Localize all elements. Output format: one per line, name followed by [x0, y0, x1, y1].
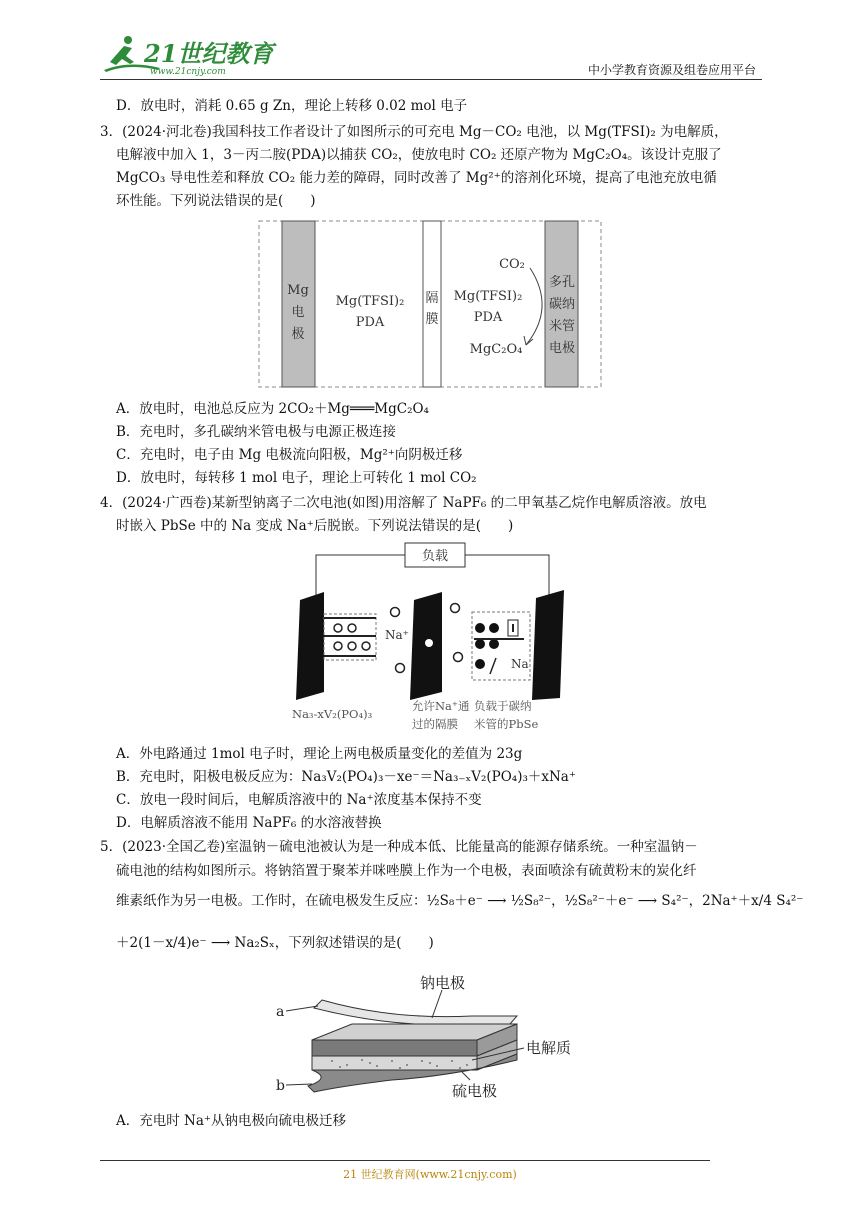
q5-stem-1: 5．(2023·全国乙卷)室温钠－硫电池被认为是一种成本低、比能量高的能源存储系统。一种室温钠－: [100, 839, 698, 855]
cnt-label-3: 米管: [548, 319, 576, 334]
sodium-sulfur-battery-figure: [272, 968, 592, 1102]
cathode-electrode: [296, 592, 324, 700]
platform-name: 中小学教育资源及组卷应用平台: [587, 63, 756, 77]
q4-option-c: C．放电一段时间后，电解质溶液中的 Na⁺浓度基本保持不变: [116, 792, 482, 808]
q4-option-d: D．电解质溶液不能用 NaPF₆ 的水溶液替换: [116, 815, 382, 831]
co2-label: CO₂: [499, 257, 525, 272]
mgc2o4-label: MgC₂O₄: [469, 342, 523, 357]
pda-left: PDA: [355, 315, 385, 330]
separator: [410, 592, 442, 700]
mg-co2-battery-figure: [258, 220, 603, 394]
q5-stem-3: 维素纸作为另一电极。工作时，在硫电极发生反应：½S₈＋e⁻ ⟶ ½S₈²⁻，½S₈²⁻＋e⁻ ⟶ S₄²⁻，2Na⁺＋x/4 S₄²⁻: [116, 893, 804, 909]
na-label: Na: [511, 657, 529, 671]
terminal-b: b: [276, 1078, 285, 1094]
q5-stem-4: ＋2(1－x/4)e⁻ ⟶ Na₂Sₓ，下列叙述错误的是( ): [116, 935, 434, 951]
q2-option-d: D．放电时，消耗 0.65 g Zn，理论上转移 0.02 mol 电子: [116, 98, 468, 114]
q3-stem-4: 环性能。下列说法错误的是( ): [116, 193, 316, 209]
q4-option-a: A．外电路通过 1mol 电子时，理论上两电极质量变化的差值为 23g: [116, 746, 523, 762]
load-label: 负载: [421, 549, 449, 564]
lead-b: [286, 1084, 312, 1085]
membrane-label-1: 允许Na⁺通: [412, 699, 470, 713]
anode-label-1: 负载于碳纳: [474, 699, 532, 713]
cathode-label: Na₃-xV₂(PO₄)₃: [292, 707, 373, 721]
lead-a: [286, 1006, 318, 1011]
reduction-arrow: [526, 268, 542, 345]
sulfur-electrode-label: 硫电极: [452, 1082, 498, 1100]
mg-electrode-label-2: 电: [291, 305, 305, 320]
membrane-label-2: 膜: [425, 312, 439, 327]
cnt-label-1: 多孔: [548, 275, 576, 290]
electrolyte-label: 电解质: [526, 1039, 572, 1057]
membrane-label-1: 隔: [425, 291, 439, 306]
electrolyte-left: Mg(TFSI)₂: [335, 294, 405, 309]
footer-text: 21 世纪教育网(www.21cnjy.com): [343, 1168, 517, 1181]
q4-stem-1: 4．(2024·广西卷)某新型钠离子二次电池(如图)用溶解了 NaPF₆ 的二甲氧基乙烷作电解质溶液。放电: [100, 495, 707, 511]
pda-right: PDA: [473, 310, 503, 325]
anode-electrode: [532, 590, 564, 700]
anode-label-2: 米管的PbSe: [474, 717, 539, 731]
logo-url: www.21cnjy.com: [150, 67, 226, 77]
na-plus-label: Na⁺: [385, 628, 409, 642]
q3-stem-1: 3．(2024·河北卷)我国科技工作者设计了如图所示的可充电 Mg－CO₂ 电池，以 Mg(TFSI)₂ 为电解质，: [100, 124, 728, 140]
q3-option-a: A．放电时，电池总反应为 2CO₂＋Mg═══MgC₂O₄: [116, 401, 429, 417]
q3-option-b: B．充电时，多孔碳纳米管电极与电源正极连接: [116, 424, 396, 440]
footer-rule: [100, 1160, 710, 1161]
electrolyte-right: Mg(TFSI)₂: [453, 289, 523, 304]
terminal-a: a: [276, 1004, 285, 1020]
q3-option-c: C．充电时，电子由 Mg 电极流向阳极，Mg²⁺向阴极迁移: [116, 447, 463, 463]
q4-option-b: B．充电时，阳极电极反应为：Na₃V₂(PO₄)₃－xe⁻＝Na₃₋ₓV₂(PO₄)₃＋xNa⁺: [116, 769, 576, 785]
q3-option-d: D．放电时，每转移 1 mol 电子，理论上可转化 1 mol CO₂: [116, 470, 477, 486]
q3-stem-2: 电解液中加入 1，3－丙二胺(PDA)以捕获 CO₂，使放电时 CO₂ 还原产物为 MgC₂O₄。该设计克服了: [116, 147, 722, 163]
q3-stem-3: MgCO₃ 导电性差和释放 CO₂ 能力差的障碍，同时改善了 Mg²⁺的溶剂化环境，提高了电池充放电循: [116, 170, 717, 186]
membrane-label-2: 过的隔膜: [412, 717, 458, 731]
mg-electrode-label-1: Mg: [287, 283, 309, 298]
mg-electrode-label-3: 极: [291, 327, 305, 342]
q4-stem-2: 时嵌入 PbSe 中的 Na 变成 Na⁺后脱嵌。下列说法错误的是( ): [116, 518, 514, 534]
logo-text: 21世纪教育: [144, 39, 274, 68]
header-rule: [100, 79, 762, 80]
cnt-label-2: 碳纳: [548, 297, 576, 312]
sodium-ion-battery-figure: [282, 540, 572, 744]
site-logo: [100, 32, 274, 78]
q5-stem-2: 硫电池的结构如图所示。将钠箔置于聚苯并咪唑膜上作为一个电极，表面喷涂有硫黄粉末的炭化纤: [116, 863, 697, 879]
mg-electrode: [282, 221, 315, 387]
q5-option-a: A．充电时 Na⁺从钠电极向硫电极迁移: [116, 1113, 347, 1129]
sodium-electrode-label: 钠电极: [420, 974, 466, 992]
cnt-label-4: 电极: [548, 341, 576, 356]
sodium-electrode-sheet: [314, 1000, 517, 1025]
